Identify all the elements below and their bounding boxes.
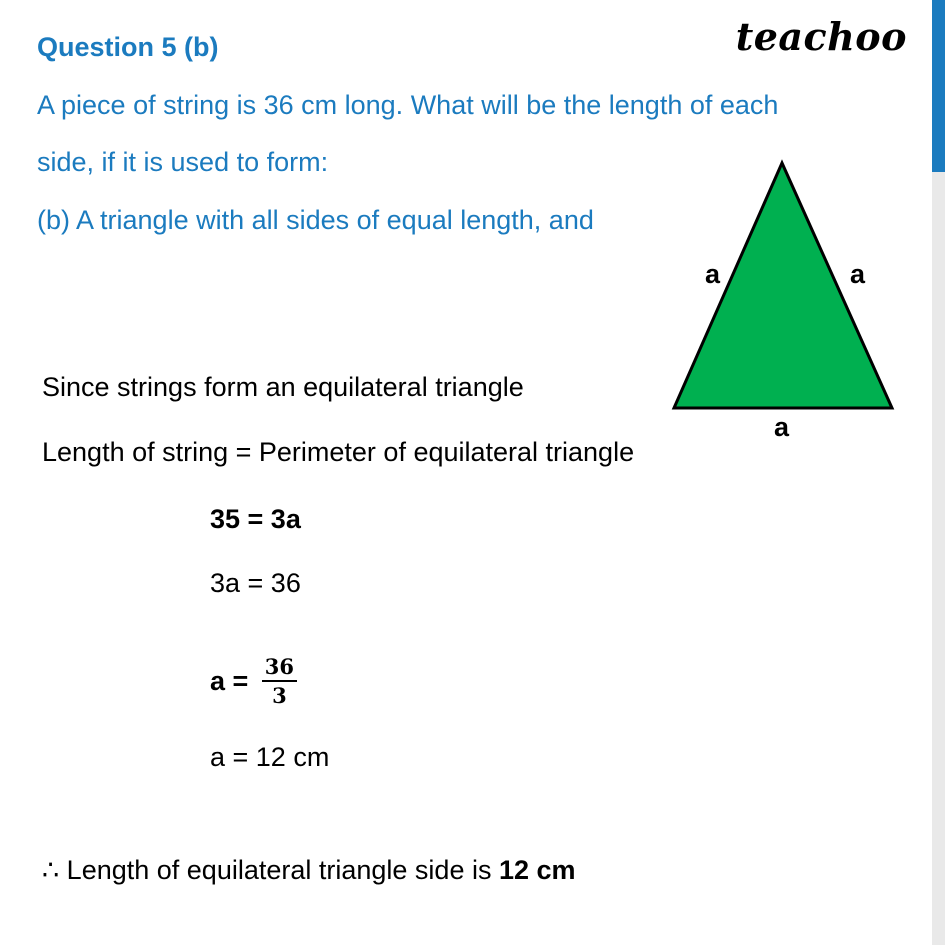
teachoo-logo: teachoo (735, 14, 907, 59)
fraction-numerator: 36 (262, 655, 297, 682)
question-line-3: (b) A triangle with all sides of equal length, and (37, 205, 594, 235)
side-label-right: a (850, 259, 866, 289)
equation-3 (210, 655, 297, 707)
question-line-1: A piece of string is 36 cm long. What will be the length of each (37, 90, 779, 120)
equation-3-prefix: a = (210, 665, 256, 696)
equilateral-triangle-figure (660, 150, 910, 450)
equation-2: 3a = 36 (210, 568, 301, 598)
scrollbar-thumb[interactable] (932, 0, 945, 172)
fraction-36-over-3 (262, 655, 297, 707)
solution-line-1: Since strings form an equilateral triangle (42, 372, 524, 402)
conclusion (42, 855, 576, 886)
equation-1: 35 = 3a (210, 504, 301, 534)
side-label-bottom: a (774, 412, 790, 442)
fraction-denominator: 3 (272, 683, 287, 709)
solution-line-2: Length of string = Perimeter of equilateral triangle (42, 437, 635, 467)
conclusion-value: 12 cm (498, 855, 576, 885)
conclusion-text: ∴ Length of equilateral triangle side is (42, 855, 499, 885)
scrollbar-track[interactable] (932, 0, 945, 945)
question-line-2: side, if it is used to form: (37, 147, 329, 177)
equation-4: a = 12 cm (210, 742, 330, 772)
question-title: Question 5 (b) (37, 32, 219, 62)
side-label-left: a (705, 259, 721, 289)
